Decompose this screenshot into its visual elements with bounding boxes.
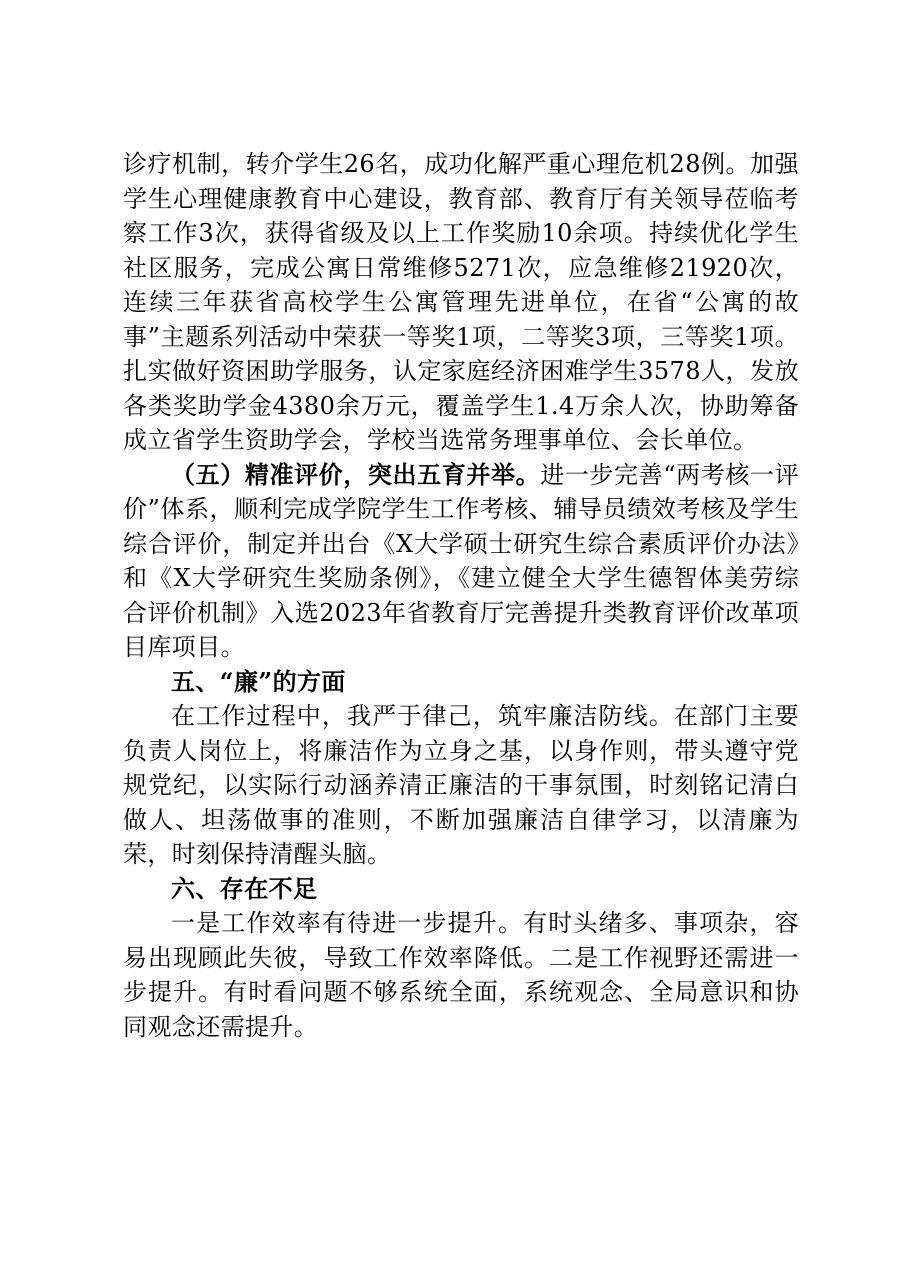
paragraph-student-services: 诊疗机制，转介学生26名，成功化解严重心理危机28例。加强学生心理健康教育中心建设，教育部、教育厅有关领导莅临考察工作3次，获得省级及以上工作奖励10余项。持续优化学生社区服务，完成公寓日常维修5271次，应急维修21920次，连续三年获省高校学生公寓管理先进单位，在省“公寓的故事”主题系列活动中荣获一等奖1项，二等奖3项，三等奖1项。扎实做好资困助学服务，认定家庭经济困难学生3578人，发放各类奖助学金4380余万元，覆盖学生1.4万余人次，协助筹备成立省学生资助学会，学校当选常务理事单位、会长单位。 [123,150,799,454]
section-heading-shortcomings: 六、存在不足 [171,873,318,903]
paragraph-integrity: 在工作过程中，我严于律己，筑牢廉洁防线。在部门主要负责人岗位上，将廉洁作为立身之基，以身作则，带头遵守党规党纪，以实际行动涵养清正廉洁的干事氛围，时刻铭记清白做人、坦荡做事的准则，不断加强廉洁自律学习，以清廉为荣，时刻保持清醒头脑。 [123,702,799,868]
paragraph-evaluation-body: 进一步完善“两考核一评价”体系，顺利完成学院学生工作考核、辅导员绩效考核及学生综合评价，制定并出台《X大学硕士研究生综合素质评价办法》和《X大学研究生奖励条例》，《建立健全大学生德智体美劳综合评价机制》入选2023年省教育厅完善提升类教育评价改革项目库项目。 [123,460,800,661]
document-body [123,147,799,1044]
paragraph-evaluation [123,458,799,665]
section-heading-integrity: 五、“廉”的方面 [171,666,346,696]
paragraph-evaluation-lead: （五）精准评价，突出五育并举。 [171,459,541,489]
paragraph-shortcomings: 一是工作效率有待进一步提升。有时头绪多、事项杂，容易出现顾此失彼，导致工作效率降低。二是工作视野还需进一步提升。有时看问题不够系统全面，系统观念、全局意识和协同观念还需提升。 [123,909,799,1041]
